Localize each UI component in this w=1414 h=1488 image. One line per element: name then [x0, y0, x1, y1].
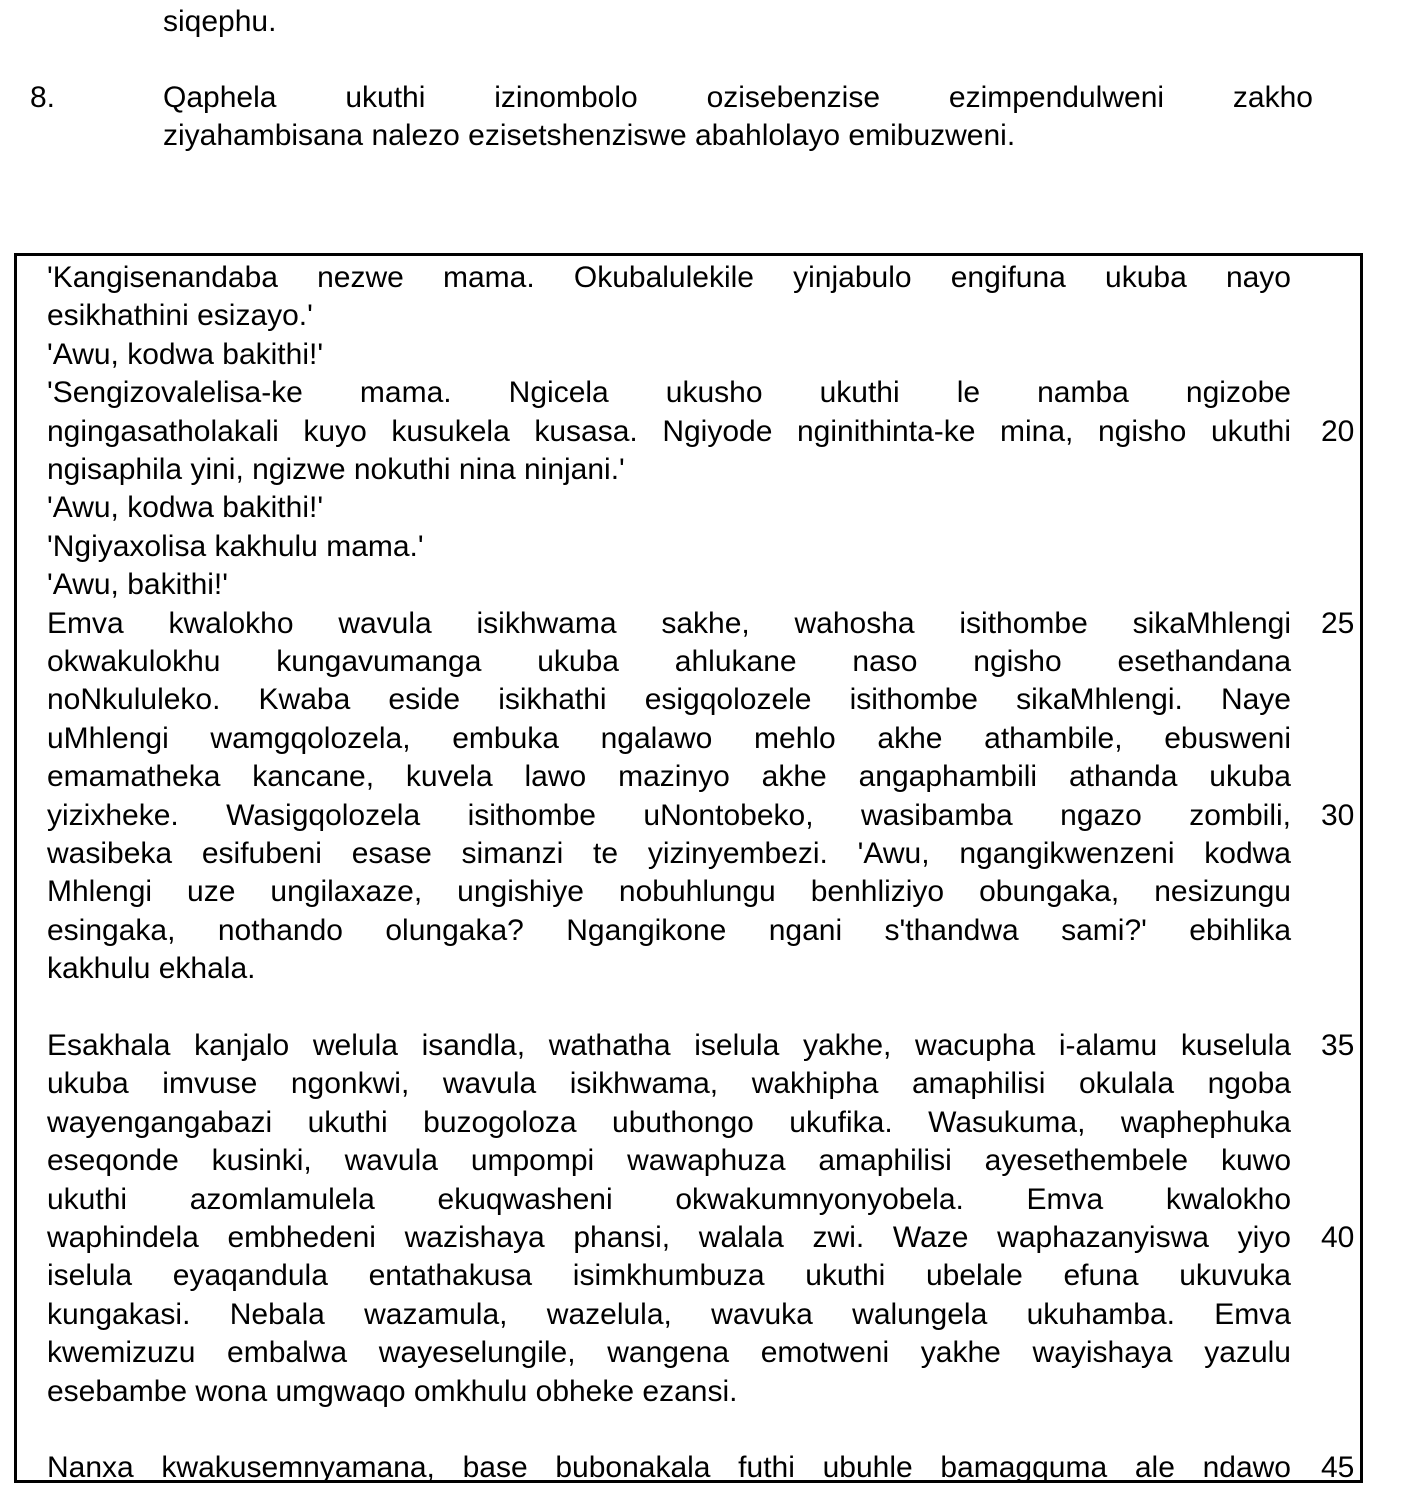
passage-line: kakhulu ekhala. [47, 952, 256, 986]
passage-line: 'Awu, kodwa bakithi!' [47, 337, 324, 371]
line-number: 35 [1321, 1029, 1355, 1062]
passage-line: ukuthi azomlamulela ekuqwasheni okwakumnyonyobela. Emva kwalokho [47, 1182, 1291, 1216]
passage-line: Nanxa kwakusemnyamana, base bubonakala futhi ubuhle bamagquma ale ndawo [47, 1451, 1291, 1485]
line-number: 25 [1321, 606, 1355, 640]
passage-line: Emva kwalokho wavula isikhwama sakhe, wahosha isithombe sikaMhlengi [47, 606, 1291, 640]
passage-line: 'Kangisenandaba nezwe mama. Okubalulekile yinjabulo engifuna ukuba nayo [47, 261, 1291, 294]
passage-line: 'Awu, bakithi!' [47, 568, 228, 602]
passage-line: iselula eyaqandula entathakusa isimkhumbuza ukuthi ubelale efuna ukuvuka [47, 1259, 1291, 1293]
passage-line: Esakhala kanjalo welula isandla, wathatha iselula yakhe, wacupha i-alamu kuselula [47, 1029, 1291, 1062]
passage-line: waphindela embhedeni wazishaya phansi, walala zwi. Waze waphazanyiswa yiyo [47, 1221, 1291, 1254]
passage-line: ukuba imvuse ngonkwi, wavula isikhwama, wakhipha amaphilisi okulala ngoba [47, 1067, 1291, 1101]
instruction-text-line-1: Qaphela ukuthi izinombolo ozisebenzise ezimpendulweni zakho [163, 81, 1313, 114]
instruction-number: 8. [30, 81, 56, 114]
passage-line: emamatheka kancane, kuvela lawo mazinyo akhe angaphambili athanda ukuba [47, 760, 1291, 794]
line-number: 40 [1321, 1221, 1355, 1254]
passage-line: kungakasi. Nebala wazamula, wazelula, wavuka walungela ukuhamba. Emva [47, 1297, 1291, 1331]
passage-line: uMhlengi wamgqolozela, embuka ngalawo mehlo akhe athambile, ebusweni [47, 721, 1291, 755]
passage-line: wayengangabazi ukuthi buzogoloza ubuthongo ukufika. Wasukuma, waphephuka [47, 1105, 1291, 1139]
passage-line: yizixheke. Wasigqolozela isithombe uNontobeko, wasibamba ngazo zombili, [47, 798, 1291, 832]
passage-line: kwemizuzu embalwa wayeselungile, wangena emotweni yakhe wayishaya yazulu [47, 1336, 1291, 1370]
passage-line: 'Sengizovalelisa-ke mama. Ngicela ukusho ukuthi le namba ngizobe [47, 376, 1291, 410]
passage-line: Mhlengi uze ungilaxaze, ungishiye nobuhlungu benhliziyo obungaka, nesizungu [47, 875, 1291, 909]
passage-line: ngisaphila yini, ngizwe nokuthi nina ninjani.' [47, 453, 625, 486]
passage-box [14, 253, 1363, 1483]
line-number: 20 [1321, 414, 1355, 448]
previous-instruction-fragment: siqephu. [163, 5, 277, 38]
instruction-text-line-2: ziyahambisana nalezo ezisetshenziswe abahlolayo emibuzweni. [163, 119, 1016, 152]
passage-line: eseqonde kusinki, wavula umpompi wawaphuza amaphilisi ayesethembele kuwo [47, 1144, 1291, 1178]
passage-line: 'Awu, kodwa bakithi!' [47, 491, 324, 525]
passage-line: esingaka, nothando olungaka? Ngangikone ngani s'thandwa sami?' ebihlika [47, 913, 1291, 947]
passage-line: ngingasatholakali kuyo kusukela kusasa. Ngiyode nginithinta-ke mina, ngisho ukuthi [47, 414, 1291, 448]
passage-line: wasibeka esifubeni esase simanzi te yizinyembezi. 'Awu, ngangikwenzeni kodwa [47, 837, 1291, 870]
passage-line: esebambe wona umgwaqo omkhulu obheke ezansi. [47, 1374, 738, 1408]
line-number: 30 [1321, 798, 1355, 832]
line-number: 45 [1321, 1451, 1355, 1485]
instruction-text [163, 79, 1313, 155]
passage-line: 'Ngiyaxolisa kakhulu mama.' [47, 529, 424, 563]
passage-line: noNkululeko. Kwaba eside isikhathi esigqolozele isithombe sikaMhlengi. Naye [47, 683, 1291, 717]
passage-line: esikhathini esizayo.' [47, 299, 313, 333]
passage-line: okwakulokhu kungavumanga ukuba ahlukane naso ngisho esethandana [47, 645, 1291, 678]
